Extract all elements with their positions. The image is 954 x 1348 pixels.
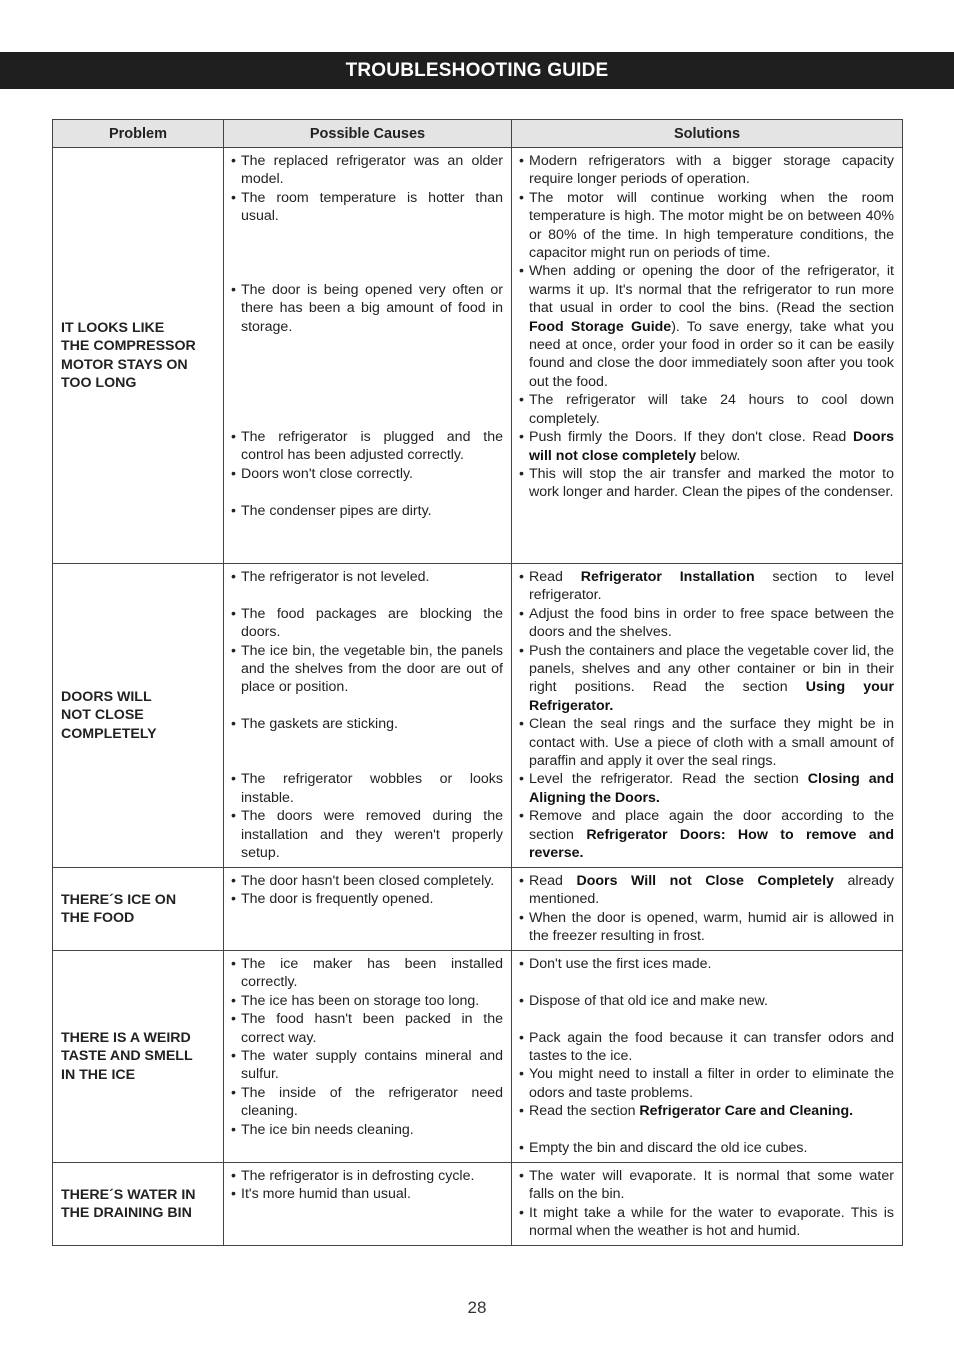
cause-item: • The replaced refrigerator was an older model. <box>231 152 503 189</box>
cause-item: • The ice bin needs cleaning. <box>231 1121 503 1139</box>
problem-line: THERE IS A WEIRD <box>61 1029 191 1046</box>
cause-item: • The ice maker has been installed correctly. <box>231 955 503 992</box>
problem-cell <box>53 868 224 951</box>
problem-cell <box>53 1163 224 1246</box>
table-row <box>53 868 903 951</box>
problem-line: THE COMPRESSOR <box>61 338 196 354</box>
causes-cell <box>224 564 512 868</box>
solution-item: • The refrigerator will take 24 hours to cool down completely. <box>519 391 894 428</box>
table-row <box>53 148 903 564</box>
solution-item: • Read the section Refrigerator Care and Cleaning. <box>519 1102 894 1120</box>
cause-item: • Doors won't close correctly. <box>231 465 503 483</box>
solutions-cell <box>512 148 903 564</box>
cause-item: • The ice has been on storage too long. <box>231 992 503 1010</box>
cause-item: • The door is being opened very often or there has been a big amount of food in storage. <box>231 281 503 336</box>
table-row <box>53 951 903 1163</box>
title-banner <box>0 52 954 89</box>
cause-item: • The inside of the refrigerator need cleaning. <box>231 1084 503 1121</box>
problem-line: COMPLETELY <box>61 725 157 742</box>
problem-cell <box>53 951 224 1163</box>
causes-cell <box>224 148 512 564</box>
problem-line: TASTE AND SMELL <box>61 1048 193 1065</box>
cause-item: • The gaskets are sticking. <box>231 715 503 733</box>
cause-item: • The refrigerator is in defrosting cycle. <box>231 1167 503 1185</box>
solution-item: • You might need to install a filter in order to eliminate the odors and taste problems. <box>519 1065 894 1102</box>
causes-cell <box>224 868 512 951</box>
cause-item: • The water supply contains mineral and sulfur. <box>231 1047 503 1084</box>
problem-cell <box>53 564 224 868</box>
cause-item: • The condenser pipes are dirty. <box>231 502 503 520</box>
solution-item: • Level the refrigerator. Read the section Closing and Aligning the Doors. <box>519 770 894 807</box>
problem-line: THERE´S ICE ON <box>61 891 177 908</box>
solution-item: • The motor will continue working when the room temperature is high. The motor might be on between 40% or 80% of the time. In high temperature conditions, the capacitor might run on periods of time. <box>519 189 894 263</box>
cause-item: • The food packages are blocking the doors. <box>231 605 503 642</box>
cause-item: • The doors were removed during the installation and they weren't properly setup. <box>231 807 503 862</box>
cause-item: • The door is frequently opened. <box>231 890 503 908</box>
problem-line: IN THE ICE <box>61 1066 136 1083</box>
problem-line: THERE´S WATER IN <box>61 1186 196 1203</box>
table-header-row <box>53 120 903 148</box>
solutions-cell <box>512 951 903 1163</box>
solution-item: • Push firmly the Doors. If they don't close. Read Doors will not close completely below. <box>519 428 894 465</box>
page-title: TROUBLESHOOTING GUIDE <box>345 60 609 81</box>
problem-line: MOTOR STAYS ON <box>61 356 188 373</box>
cause-item: • The refrigerator wobbles or looks instable. <box>231 770 503 807</box>
table-row <box>53 564 903 868</box>
page-number: 28 <box>467 1298 487 1317</box>
solutions-cell <box>512 868 903 951</box>
column-header-problem: Problem <box>53 120 224 148</box>
solution-item: • When adding or opening the door of the refrigerator, it warms it up. It's normal that the refrigerator to run more that usual in order to cool the bins. (Read the section Food Storage Guide). To save energy, take what you need at once, order your food in order so it can be easily found and close the door immediately soon after you took out the food. <box>519 262 894 391</box>
problem-line: TOO LONG <box>61 375 137 391</box>
solution-item: • Modern refrigerators with a bigger storage capacity require longer periods of operation. <box>519 152 894 189</box>
cause-item: • The food hasn't been packed in the correct way. <box>231 1010 503 1047</box>
solution-item: • Remove and place again the door according to the section Refrigerator Doors: How to remove and reverse. <box>519 807 894 862</box>
causes-cell <box>224 1163 512 1246</box>
solution-item: • Dispose of that old ice and make new. <box>519 992 894 1010</box>
column-header-solutions: Solutions <box>512 120 903 148</box>
solutions-cell <box>512 564 903 868</box>
column-header-causes: Possible Causes <box>224 120 512 148</box>
solution-item: • When the door is opened, warm, humid air is allowed in the freezer resulting in frost. <box>519 909 894 946</box>
solution-item: • Adjust the food bins in order to free space between the doors and the shelves. <box>519 605 894 642</box>
solution-item: • Read Doors Will not Close Completely already mentioned. <box>519 872 894 909</box>
solutions-cell <box>512 1163 903 1246</box>
solution-item: • Don't use the first ices made. <box>519 955 894 973</box>
solution-item: • Clean the seal rings and the surface they might be in contact with. Use a piece of cloth with a small amount of paraffin and apply it over the seal rings. <box>519 715 894 770</box>
solution-item: • Empty the bin and discard the old ice cubes. <box>519 1139 894 1157</box>
problem-cell <box>53 148 224 564</box>
solution-item: • Push the containers and place the vegetable cover lid, the panels, shelves and any other container or bin in their right positions. Read the section Using your Refrigerator. <box>519 642 894 716</box>
problem-line: THE FOOD <box>61 910 135 926</box>
cause-item: • It's more humid than usual. <box>231 1185 503 1203</box>
solution-item: • Pack again the food because it can transfer odors and tastes to the ice. <box>519 1029 894 1066</box>
problem-line: IT LOOKS LIKE <box>61 319 165 336</box>
problem-line: THE DRAINING BIN <box>61 1205 192 1221</box>
solution-item: • Read Refrigerator Installation section to level refrigerator. <box>519 568 894 605</box>
cause-item: • The ice bin, the vegetable bin, the panels and the shelves from the door are out of place or position. <box>231 642 503 697</box>
troubleshooting-table <box>52 119 903 1246</box>
problem-line: DOORS WILL <box>61 688 152 705</box>
solution-item: • This will stop the air transfer and marked the motor to work longer and harder. Clean the pipes of the condenser. <box>519 465 894 502</box>
cause-item: • The room temperature is hotter than usual. <box>231 189 503 226</box>
solution-item: • The water will evaporate. It is normal that some water falls on the bin. <box>519 1167 894 1204</box>
solution-item: • It might take a while for the water to evaporate. This is normal when the weather is hot and humid. <box>519 1204 894 1241</box>
cause-item: • The refrigerator is plugged and the control has been adjusted correctly. <box>231 428 503 465</box>
cause-item: • The door hasn't been closed completely. <box>231 872 503 890</box>
table-row <box>53 1163 903 1246</box>
cause-item: • The refrigerator is not leveled. <box>231 568 503 586</box>
causes-cell <box>224 951 512 1163</box>
problem-line: NOT CLOSE <box>61 707 144 724</box>
